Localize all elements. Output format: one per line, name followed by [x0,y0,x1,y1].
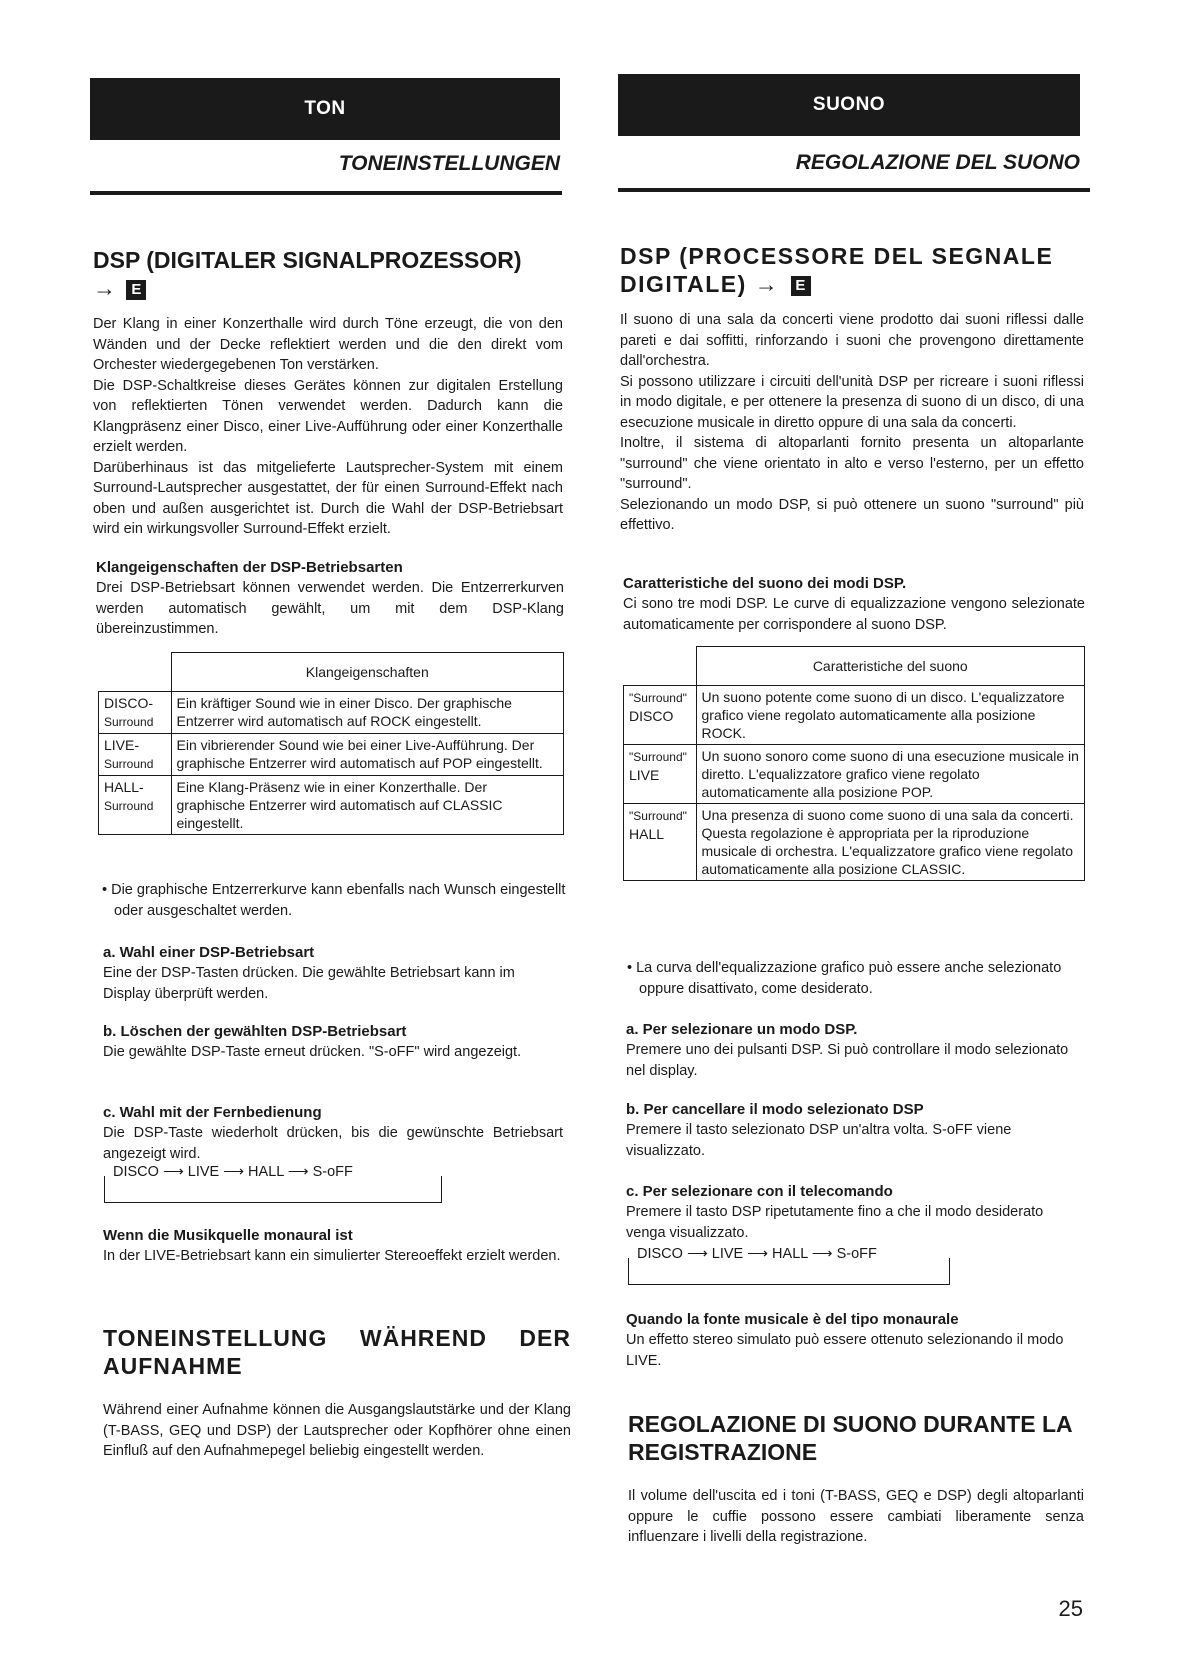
step-c-text-left: Die DSP-Taste wiederholt drücken, bis die gewünschte Betriebsart angezeigt wird. [103,1125,563,1162]
intro-paragraph: Inoltre, il sistema di altoparlanti fornito presenta un altoparlante "surround" che viene orientato in alto e verso l'esterno, per un effetto "surround". [620,435,1084,492]
intro-left [93,314,563,540]
step-c-text-right: Premere il tasto DSP ripetutamente fino a che il modo desiderato venga visualizzato. [626,1204,1044,1241]
eq-note-left: • Die graphische Entzerrerkurve kann ebenfalls nach Wunsch eingestellt oder ausgeschaltet werden. [102,882,566,919]
mono-heading-left: Wenn die Musikquelle monaural ist [103,1227,353,1244]
eq-note-right: • La curva dell'equalizzazione grafico può essere anche selezionato oppure disattivato, come desiderato. [627,960,1062,997]
dsp-heading-right [620,242,1082,298]
page-number: 25 [1058,1596,1083,1621]
arrow-icon: → [754,271,780,297]
modes-text-left: Drei DSP-Betriebsart können verwendet werden. Die Entzerrerkurven werden automatisch gewählt, um mit dem DSP-Klang übereinzustimmen. [96,580,564,637]
desc-cell: Una presenza di suono come suono di una sala da concerti. Questa regolazione è appropriata per la riproduzione musicale di orchestra. L'equalizzatore grafico viene regolato automaticamente alla posizione CLASSIC. [696,804,1085,881]
recording-heading-left: TONEINSTELLUNG WÄHREND DER AUFNAHME [103,1325,571,1379]
table-header: Klangeigenschaften [171,653,564,692]
e-badge-icon: E [126,280,146,300]
dsp-heading-left [93,246,563,302]
desc-cell: Ein vibrierender Sound wie bei einer Live-Aufführung. Der graphische Entzerrer wird automatisch auf POP eingestellt. [171,734,564,776]
modes-heading-right: Caratteristiche del suono dei modi DSP. [623,575,907,592]
intro-paragraph: Die DSP-Schaltkreise dieses Gerätes können zur digitalen Erstellung von reflektierten Tönen verwendet werden. Dadurch kann die Klangpräsenz einer Disco, einer Live-Aufführung oder einer Konzerthalle erzielt werden. [93,377,563,455]
step-b-text-right: Premere il tasto selezionato DSP un'altra volta. S-oFF viene visualizzato. [626,1122,1012,1159]
intro-right [620,310,1084,536]
step-c-heading-right: c. Per selezionare con il telecomando [626,1183,893,1200]
arrow-icon: → [93,275,116,301]
e-badge-icon: E [791,276,811,296]
dsp-heading-text: DSP (DIGITALER SIGNALPROZESSOR) [93,247,522,273]
table-header: Caratteristiche del suono [696,647,1085,686]
intro-paragraph: Si possono utilizzare i circuiti dell'unità DSP per ricreare i suoni riflessi in modo digitale, e per ottenere la presenza di suono di un disco, di una esecuzione musicale in diretto oppure di una sala da concerti. [620,373,1084,431]
mode-cell: "Surround" LIVE [624,745,697,804]
recording-heading-right: REGOLAZIONE DI SUONO DURANTE LA REGISTRAZIONE [628,1411,1072,1465]
flow-label: DISCO ⟶ LIVE ⟶ HALL ⟶ S-oFF [637,1246,881,1262]
table-row [99,734,564,776]
dsp-table-right [623,646,1085,881]
intro-paragraph: Der Klang in einer Konzerthalle wird durch Töne erzeugt, die von den Wänden und der Decke reflektiert werden und die den direkt vom Orchester wiedergegebenen Ton verstärken. [93,316,563,373]
desc-cell: Eine Klang-Präsenz wie in einer Konzerthalle. Der graphische Entzerrer wird automatisch auf CLASSIC eingestellt. [171,776,564,835]
intro-paragraph: Selezionando un modo DSP, si può ottenere un suono "surround" più effettivo. [620,496,1084,533]
mono-text-left: In der LIVE-Betriebsart kann ein simulierter Stereoeffekt erzielt werden. [103,1248,561,1264]
mode-cell: "Surround" DISCO [624,686,697,745]
dsp-table-left [98,652,564,835]
banner-label: TON [304,98,346,119]
mode-cell: DISCO- Surround [99,692,172,734]
step-a-heading-left: a. Wahl einer DSP-Betriebsart [103,944,315,961]
recording-text-right: Il volume dell'uscita ed i toni (T-BASS, GEQ e DSP) degli altoparlanti oppure le cuffie possono essere cambiati liberamente senza influenzare i livelli della registrazione. [628,1488,1084,1545]
mode-cell: "Surround" HALL [624,804,697,881]
banner-ton [90,78,560,140]
mono-text-right: Un effetto stereo simulato può essere ottenuto selezionando il modo LIVE. [626,1332,1064,1369]
table-row [99,776,564,835]
banner-suono [618,74,1080,136]
step-c-heading-left: c. Wahl mit der Fernbedienung [103,1104,322,1121]
table-row [624,745,1085,804]
section-title-left: TONEINSTELLUNGEN [338,152,560,175]
intro-paragraph: Il suono di una sala da concerti viene prodotto dai suoni riflessi dalle pareti e dai soffitti, rinforzando i suoni che provengono direttamente dall'orchestra. [620,312,1084,369]
title-rule-left [90,191,562,195]
desc-cell: Un suono sonoro come suono di una esecuzione musicale in diretto. L'equalizzatore grafico viene regolato automaticamente alla posizione POP. [696,745,1085,804]
step-b-text-left: Die gewählte DSP-Taste erneut drücken. "S-oFF" wird angezeigt. [103,1044,522,1060]
step-a-heading-right: a. Per selezionare un modo DSP. [626,1021,858,1038]
step-b-heading-left: b. Löschen der gewählten DSP-Betriebsart [103,1023,407,1040]
mode-cell: LIVE- Surround [99,734,172,776]
desc-cell: Un suono potente come suono di un disco. L'equalizzatore grafico viene regolato automaticamente alla posizione ROCK. [696,686,1085,745]
step-a-text-right: Premere uno dei pulsanti DSP. Si può controllare il modo selezionato nel display. [626,1042,1069,1079]
flow-label: DISCO ⟶ LIVE ⟶ HALL ⟶ S-oFF [113,1164,357,1180]
step-b-heading-right: b. Per cancellare il modo selezionato DSP [626,1101,924,1118]
table-row [624,804,1085,881]
title-rule-right [618,188,1090,192]
table-row [624,686,1085,745]
step-a-text-left: Eine der DSP-Tasten drücken. Die gewählte Betriebsart kann im Display überprüft werden. [103,965,515,1002]
modes-text-right: Ci sono tre modi DSP. Le curve di equalizzazione vengono selezionate automaticamente per corrispondere al suono DSP. [623,596,1085,633]
mono-heading-right: Quando la fonte musicale è del tipo monaurale [626,1311,959,1328]
table-row [99,692,564,734]
dsp-cycle-flow-right [628,1246,950,1285]
section-title-right: REGOLAZIONE DEL SUONO [795,151,1080,174]
modes-heading-left: Klangeigenschaften der DSP-Betriebsarten [96,559,403,576]
recording-text-left: Während einer Aufnahme können die Ausgangslautstärke und der Klang (T-BASS, GEQ und DSP) der Lautsprecher oder Kopfhörer ohne einen Einfluß auf den Aufnahmepegel beliebig eingestellt werden. [103,1402,571,1459]
desc-cell: Ein kräftiger Sound wie in einer Disco. Der graphische Entzerrer wird automatisch auf ROCK eingestellt. [171,692,564,734]
mode-cell: HALL- Surround [99,776,172,835]
intro-paragraph: Darüberhinaus ist das mitgelieferte Lautsprecher-System mit einem Surround-Lautsprecher ausgestattet, der für einen Surround-Effekt nach oben und außen ausgerichtet ist. Durch die Wahl der DSP-Betriebsart wird ein wirkungsvoller Surround-Effekt erzielt. [93,459,563,537]
banner-label: SUONO [812,94,886,115]
dsp-heading-text: DSP (PROCESSORE DEL SEGNALE DIGITALE) [620,243,1054,297]
dsp-cycle-flow-left [104,1164,442,1203]
